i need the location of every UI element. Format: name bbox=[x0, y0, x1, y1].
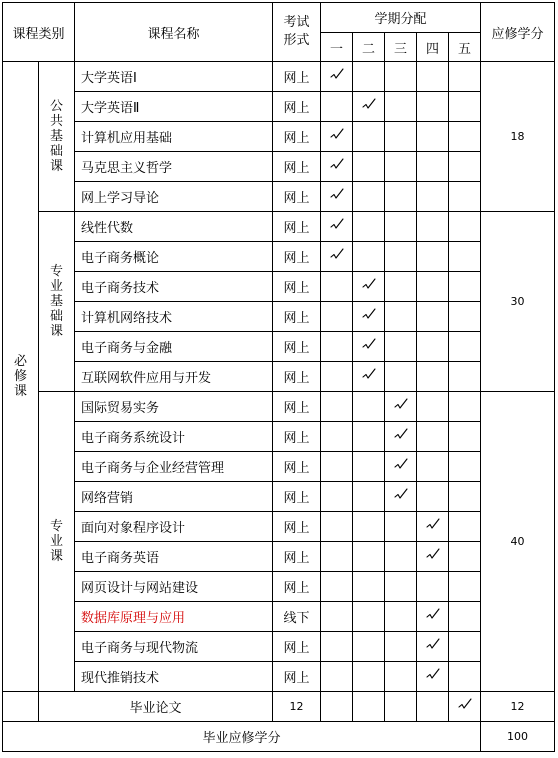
semester-4-cell bbox=[417, 272, 449, 302]
checkmark-icon bbox=[394, 428, 408, 442]
semester-5-cell bbox=[449, 512, 481, 542]
semester-4-cell bbox=[417, 422, 449, 452]
exam-form: 网上 bbox=[273, 62, 321, 92]
exam-form: 网上 bbox=[273, 332, 321, 362]
semester-2-cell bbox=[353, 692, 385, 722]
section-1 bbox=[39, 212, 75, 392]
thesis-blank bbox=[3, 692, 39, 722]
semester-1-cell bbox=[321, 242, 353, 272]
semester-4-cell bbox=[417, 542, 449, 572]
semester-3-cell bbox=[385, 332, 417, 362]
semester-2-cell bbox=[353, 332, 385, 362]
semester-4-cell bbox=[417, 512, 449, 542]
semester-2-cell bbox=[353, 422, 385, 452]
header-semester-4: 四 bbox=[417, 33, 449, 62]
header-semester-5: 五 bbox=[449, 33, 481, 62]
semester-4-cell bbox=[417, 122, 449, 152]
semester-5-cell bbox=[449, 122, 481, 152]
section-credits: 18 bbox=[481, 62, 555, 212]
header-row bbox=[3, 3, 555, 33]
semester-4-cell bbox=[417, 62, 449, 92]
table-row bbox=[3, 542, 555, 572]
semester-1-cell bbox=[321, 452, 353, 482]
course-name: 数据库原理与应用 bbox=[75, 602, 273, 632]
semester-2-cell bbox=[353, 662, 385, 692]
semester-2-cell bbox=[353, 452, 385, 482]
semester-5-cell bbox=[449, 572, 481, 602]
exam-form: 网上 bbox=[273, 452, 321, 482]
semester-3-cell bbox=[385, 392, 417, 422]
exam-form: 网上 bbox=[273, 122, 321, 152]
semester-2-cell bbox=[353, 152, 385, 182]
semester-5-cell bbox=[449, 272, 481, 302]
course-name: 大学英语Ⅰ bbox=[75, 62, 273, 92]
course-name: 网络营销 bbox=[75, 482, 273, 512]
exam-form: 网上 bbox=[273, 362, 321, 392]
semester-1-cell bbox=[321, 422, 353, 452]
exam-form: 网上 bbox=[273, 542, 321, 572]
table-row bbox=[3, 422, 555, 452]
semester-3-cell bbox=[385, 272, 417, 302]
semester-5-cell bbox=[449, 92, 481, 122]
checkmark-icon bbox=[394, 458, 408, 472]
semester-5-cell bbox=[449, 632, 481, 662]
semester-4-cell bbox=[417, 302, 449, 332]
semester-1-cell bbox=[321, 572, 353, 602]
semester-1-cell bbox=[321, 512, 353, 542]
thesis-exam: 12 bbox=[273, 692, 321, 722]
table-row bbox=[3, 92, 555, 122]
exam-form: 线下 bbox=[273, 602, 321, 632]
semester-3-cell bbox=[385, 692, 417, 722]
checkmark-icon bbox=[362, 338, 376, 352]
semester-5-cell bbox=[449, 152, 481, 182]
checkmark-icon bbox=[362, 308, 376, 322]
semester-3-cell bbox=[385, 422, 417, 452]
course-name: 网页设计与网站建设 bbox=[75, 572, 273, 602]
table-row bbox=[3, 362, 555, 392]
semester-3-cell bbox=[385, 602, 417, 632]
exam-form: 网上 bbox=[273, 632, 321, 662]
group-required bbox=[3, 62, 39, 692]
table-row bbox=[3, 272, 555, 302]
semester-3-cell bbox=[385, 452, 417, 482]
header-required-credits: 应修学分 bbox=[481, 3, 555, 62]
checkmark-icon bbox=[330, 248, 344, 262]
section-credits: 30 bbox=[481, 212, 555, 392]
header-semester-2: 二 bbox=[353, 33, 385, 62]
table-row bbox=[3, 482, 555, 512]
course-name: 电子商务与现代物流 bbox=[75, 632, 273, 662]
semester-5-cell bbox=[449, 242, 481, 272]
exam-form: 网上 bbox=[273, 182, 321, 212]
semester-1-cell bbox=[321, 212, 353, 242]
semester-2-cell bbox=[353, 362, 385, 392]
semester-4-cell bbox=[417, 182, 449, 212]
table-row bbox=[3, 392, 555, 422]
checkmark-icon bbox=[426, 608, 440, 622]
semester-5-cell bbox=[449, 662, 481, 692]
exam-form: 网上 bbox=[273, 212, 321, 242]
checkmark-icon bbox=[362, 278, 376, 292]
table-row bbox=[3, 242, 555, 272]
semester-2-cell bbox=[353, 62, 385, 92]
section-2 bbox=[39, 392, 75, 692]
semester-1-cell bbox=[321, 302, 353, 332]
semester-3-cell bbox=[385, 92, 417, 122]
course-name: 电子商务系统设计 bbox=[75, 422, 273, 452]
semester-5-cell bbox=[449, 302, 481, 332]
semester-5-cell bbox=[449, 332, 481, 362]
checkmark-icon bbox=[458, 698, 472, 712]
table-row bbox=[3, 182, 555, 212]
semester-4-cell bbox=[417, 452, 449, 482]
semester-1-cell bbox=[321, 482, 353, 512]
total-credits: 100 bbox=[481, 722, 555, 752]
table-row bbox=[3, 602, 555, 632]
semester-2-cell bbox=[353, 512, 385, 542]
semester-2-cell bbox=[353, 92, 385, 122]
semester-4-cell bbox=[417, 212, 449, 242]
exam-form: 网上 bbox=[273, 392, 321, 422]
table-row bbox=[3, 662, 555, 692]
semester-1-cell bbox=[321, 392, 353, 422]
semester-2-cell bbox=[353, 212, 385, 242]
semester-3-cell bbox=[385, 182, 417, 212]
thesis-name: 毕业论文 bbox=[39, 692, 273, 722]
table-row bbox=[3, 632, 555, 662]
semester-4-cell bbox=[417, 332, 449, 362]
exam-form: 网上 bbox=[273, 572, 321, 602]
exam-form: 网上 bbox=[273, 662, 321, 692]
exam-form: 网上 bbox=[273, 92, 321, 122]
semester-4-cell bbox=[417, 152, 449, 182]
semester-2-cell bbox=[353, 302, 385, 332]
semester-4-cell bbox=[417, 362, 449, 392]
semester-4-cell bbox=[417, 392, 449, 422]
semester-3-cell bbox=[385, 662, 417, 692]
semester-3-cell bbox=[385, 62, 417, 92]
course-name: 线性代数 bbox=[75, 212, 273, 242]
header-course-name: 课程名称 bbox=[75, 3, 273, 62]
semester-4-cell bbox=[417, 632, 449, 662]
course-name: 国际贸易实务 bbox=[75, 392, 273, 422]
checkmark-icon bbox=[362, 98, 376, 112]
semester-1-cell bbox=[321, 152, 353, 182]
checkmark-icon bbox=[394, 398, 408, 412]
course-name: 马克思主义哲学 bbox=[75, 152, 273, 182]
exam-form: 网上 bbox=[273, 422, 321, 452]
semester-2-cell bbox=[353, 482, 385, 512]
header-semester-3: 三 bbox=[385, 33, 417, 62]
total-row bbox=[3, 722, 555, 752]
table-row bbox=[3, 572, 555, 602]
semester-3-cell bbox=[385, 482, 417, 512]
checkmark-icon bbox=[426, 668, 440, 682]
course-name: 电子商务英语 bbox=[75, 542, 273, 572]
semester-3-cell bbox=[385, 302, 417, 332]
exam-form: 网上 bbox=[273, 302, 321, 332]
semester-5-cell bbox=[449, 182, 481, 212]
semester-3-cell bbox=[385, 122, 417, 152]
table-row bbox=[3, 62, 555, 92]
course-name: 电子商务技术 bbox=[75, 272, 273, 302]
semester-4-cell bbox=[417, 242, 449, 272]
thesis-credits: 12 bbox=[481, 692, 555, 722]
table-row bbox=[3, 512, 555, 542]
semester-3-cell bbox=[385, 512, 417, 542]
semester-1-cell bbox=[321, 692, 353, 722]
header-category: 课程类别 bbox=[3, 3, 75, 62]
checkmark-icon bbox=[330, 158, 344, 172]
semester-5-cell bbox=[449, 62, 481, 92]
semester-3-cell bbox=[385, 242, 417, 272]
semester-1-cell bbox=[321, 62, 353, 92]
semester-2-cell bbox=[353, 242, 385, 272]
semester-2-cell bbox=[353, 632, 385, 662]
course-name: 现代推销技术 bbox=[75, 662, 273, 692]
checkmark-icon bbox=[426, 548, 440, 562]
total-label: 毕业应修学分 bbox=[3, 722, 481, 752]
semester-2-cell bbox=[353, 272, 385, 302]
semester-3-cell bbox=[385, 212, 417, 242]
table-row bbox=[3, 212, 555, 242]
semester-5-cell bbox=[449, 452, 481, 482]
course-name: 电子商务与金融 bbox=[75, 332, 273, 362]
checkmark-icon bbox=[330, 218, 344, 232]
header-semester-dist: 学期分配 bbox=[321, 3, 481, 33]
course-plan-table bbox=[2, 2, 555, 752]
section-0 bbox=[39, 62, 75, 212]
table-row bbox=[3, 302, 555, 332]
table-row bbox=[3, 152, 555, 182]
semester-3-cell bbox=[385, 152, 417, 182]
thesis-row bbox=[3, 692, 555, 722]
semester-5-cell bbox=[449, 602, 481, 632]
course-name: 计算机网络技术 bbox=[75, 302, 273, 332]
semester-3-cell bbox=[385, 632, 417, 662]
semester-5-cell bbox=[449, 542, 481, 572]
semester-4-cell bbox=[417, 662, 449, 692]
semester-1-cell bbox=[321, 122, 353, 152]
checkmark-icon bbox=[426, 518, 440, 532]
semester-2-cell bbox=[353, 392, 385, 422]
header-exam-form bbox=[273, 3, 321, 62]
semester-2-cell bbox=[353, 602, 385, 632]
semester-4-cell bbox=[417, 692, 449, 722]
semester-1-cell bbox=[321, 542, 353, 572]
header-exam-form-text: 考试 形式 bbox=[283, 15, 310, 48]
table-row bbox=[3, 332, 555, 362]
semester-4-cell bbox=[417, 482, 449, 512]
semester-3-cell bbox=[385, 362, 417, 392]
checkmark-icon bbox=[330, 68, 344, 82]
group-required-label: 必修课 bbox=[13, 354, 27, 399]
semester-4-cell bbox=[417, 572, 449, 602]
semester-3-cell bbox=[385, 542, 417, 572]
semester-2-cell bbox=[353, 572, 385, 602]
semester-5-cell bbox=[449, 482, 481, 512]
checkmark-icon bbox=[330, 188, 344, 202]
semester-1-cell bbox=[321, 662, 353, 692]
section-0-label: 公共基础课 bbox=[49, 99, 63, 174]
semester-5-cell bbox=[449, 362, 481, 392]
course-name: 网上学习导论 bbox=[75, 182, 273, 212]
course-name: 大学英语Ⅱ bbox=[75, 92, 273, 122]
semester-5-cell bbox=[449, 392, 481, 422]
section-2-label: 专业课 bbox=[49, 519, 63, 564]
semester-2-cell bbox=[353, 122, 385, 152]
exam-form: 网上 bbox=[273, 512, 321, 542]
exam-form: 网上 bbox=[273, 242, 321, 272]
table-row bbox=[3, 452, 555, 482]
checkmark-icon bbox=[426, 638, 440, 652]
semester-5-cell bbox=[449, 422, 481, 452]
semester-3-cell bbox=[385, 572, 417, 602]
course-name: 互联网软件应用与开发 bbox=[75, 362, 273, 392]
checkmark-icon bbox=[362, 368, 376, 382]
semester-1-cell bbox=[321, 362, 353, 392]
semester-1-cell bbox=[321, 272, 353, 302]
exam-form: 网上 bbox=[273, 482, 321, 512]
header-semester-1: 一 bbox=[321, 33, 353, 62]
course-name: 电子商务概论 bbox=[75, 242, 273, 272]
semester-5-cell bbox=[449, 692, 481, 722]
semester-1-cell bbox=[321, 602, 353, 632]
exam-form: 网上 bbox=[273, 272, 321, 302]
semester-2-cell bbox=[353, 182, 385, 212]
course-name: 电子商务与企业经营管理 bbox=[75, 452, 273, 482]
semester-1-cell bbox=[321, 92, 353, 122]
checkmark-icon bbox=[330, 128, 344, 142]
semester-1-cell bbox=[321, 182, 353, 212]
course-name: 计算机应用基础 bbox=[75, 122, 273, 152]
table-row bbox=[3, 122, 555, 152]
semester-2-cell bbox=[353, 542, 385, 572]
exam-form: 网上 bbox=[273, 152, 321, 182]
semester-4-cell bbox=[417, 602, 449, 632]
semester-4-cell bbox=[417, 92, 449, 122]
checkmark-icon bbox=[394, 488, 408, 502]
course-name: 面向对象程序设计 bbox=[75, 512, 273, 542]
section-credits: 40 bbox=[481, 392, 555, 692]
section-1-label: 专业基础课 bbox=[49, 264, 63, 339]
semester-5-cell bbox=[449, 212, 481, 242]
semester-1-cell bbox=[321, 332, 353, 362]
semester-1-cell bbox=[321, 632, 353, 662]
